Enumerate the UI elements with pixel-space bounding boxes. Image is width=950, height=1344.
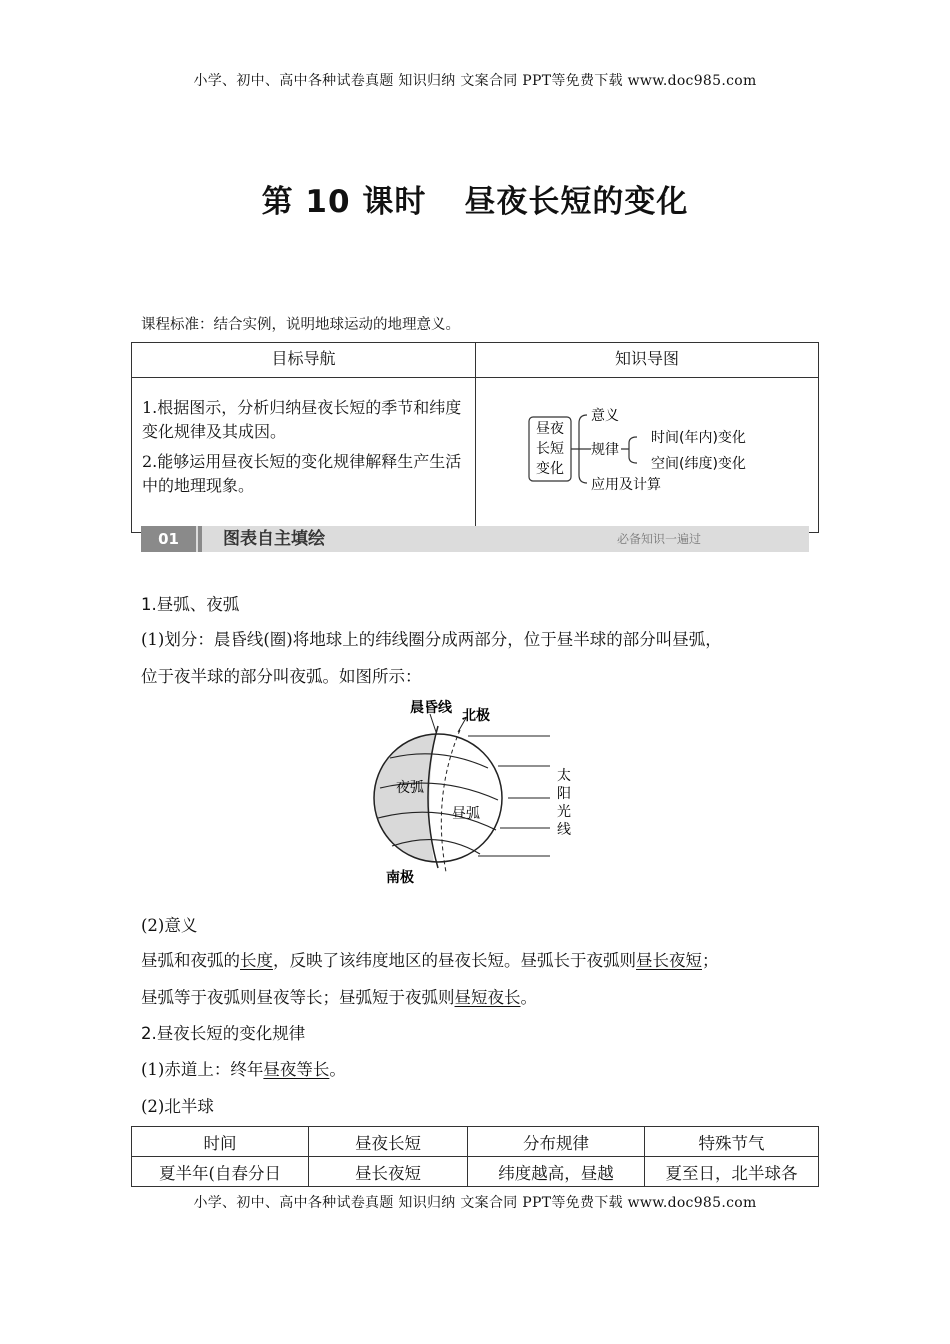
label-night-arc: 夜弧 xyxy=(396,780,424,796)
table-cell: 夏半年(自春分日 xyxy=(132,1157,309,1187)
heading-day-night-arc: 1.昼弧、夜弧 xyxy=(141,595,240,614)
goal-table xyxy=(131,342,819,533)
night-hemisphere xyxy=(370,716,440,886)
answer-blank: 昼长夜短 xyxy=(636,951,702,970)
sun-rays xyxy=(468,736,550,856)
table-header-cell: 特殊节气 xyxy=(645,1127,819,1157)
section-name: 图表自主填绘 xyxy=(223,529,325,549)
table-cell: 昼长夜短 xyxy=(309,1157,468,1187)
heading-northern-hemisphere: (2)北半球 xyxy=(141,1097,214,1116)
table-row xyxy=(132,1157,819,1187)
mindmap-sub-branch: 时间(年内)变化 xyxy=(651,430,746,446)
page-footer: 小学、初中、高中各种试卷真题 知识归纳 文案合同 PPT等免费下载 www.doc985.com xyxy=(193,1195,757,1211)
section-note: 必备知识一遍过 xyxy=(617,532,702,546)
northern-hemisphere-table xyxy=(131,1126,819,1187)
answer-blank: 长度 xyxy=(240,951,273,970)
answer-blank: 昼短夜长 xyxy=(454,988,521,1007)
paragraph-equator: (1)赤道上：终年昼夜等长。 xyxy=(141,1060,346,1079)
section-divider xyxy=(198,526,202,552)
goal-item: 2.能够运用昼夜长短的变化规律解释生产生活中的地理现象。 xyxy=(142,452,462,495)
label-sunlight: 光 xyxy=(557,804,571,820)
table-header-cell: 分布规律 xyxy=(468,1127,645,1157)
earth-axis xyxy=(441,730,460,872)
table-header-cell: 时间 xyxy=(132,1127,309,1157)
mindmap-branch: 规律 xyxy=(591,442,619,458)
day-night-arc-figure xyxy=(370,696,580,888)
answer-blank: 昼夜等长 xyxy=(263,1060,330,1079)
page-title xyxy=(0,176,950,221)
mindmap xyxy=(477,379,817,527)
goal-list xyxy=(132,378,476,533)
label-sunlight: 线 xyxy=(557,822,571,838)
mindmap-brace xyxy=(571,415,591,483)
heading-variation-rules: 2.昼夜长短的变化规律 xyxy=(141,1024,306,1043)
mindmap-root-line: 昼夜 xyxy=(536,421,564,437)
label-south-pole: 南极 xyxy=(386,870,414,886)
mindmap-branch: 意义 xyxy=(591,408,619,424)
course-standard: 课程标准：结合实例，说明地球运动的地理意义。 xyxy=(141,317,460,333)
table-header-cell: 昼夜长短 xyxy=(309,1127,468,1157)
paragraph-division: (1)划分：晨昏线(圈)将地球上的纬线圈分成两部分，位于昼半球的部分叫昼弧， xyxy=(141,630,722,649)
table-cell: 纬度越高，昼越 xyxy=(468,1157,645,1187)
paragraph-meaning-line1: 昼弧和夜弧的长度，反映了该纬度地区的昼夜长短。昼弧长于夜弧则昼长夜短； xyxy=(141,951,719,970)
mindmap-branch: 应用及计算 xyxy=(591,477,661,493)
lesson-topic: 昼夜长短的变化 xyxy=(464,184,689,220)
label-sunlight: 阳 xyxy=(557,786,571,802)
goal-header: 目标导航 xyxy=(132,343,476,378)
mindmap-sub-brace xyxy=(621,437,637,463)
mindmap-header: 知识导图 xyxy=(476,343,819,378)
page-header: 小学、初中、高中各种试卷真题 知识归纳 文案合同 PPT等免费下载 www.doc985.com xyxy=(193,73,757,89)
goal-item: 1.根据图示，分析归纳昼夜长短的季节和纬度变化规律及其成因。 xyxy=(142,398,462,441)
section-band xyxy=(141,526,809,552)
section-number: 01 xyxy=(141,526,196,552)
label-day-arc: 昼弧 xyxy=(452,806,480,822)
table-header-row xyxy=(132,1127,819,1157)
table-cell: 夏至日，北半球各 xyxy=(645,1157,819,1187)
heading-meaning: (2)意义 xyxy=(141,916,198,935)
mindmap-sub-branch: 空间(纬度)变化 xyxy=(651,456,746,472)
lesson-number: 第 10 课时 xyxy=(261,184,427,220)
paragraph-division-cont: 位于夜半球的部分叫夜弧。如图所示： xyxy=(141,667,422,686)
label-sunlight: 太 xyxy=(557,768,571,784)
label-terminator: 晨昏线 xyxy=(410,700,452,716)
mindmap-root-line: 变化 xyxy=(536,461,564,477)
terminator-pointer xyxy=(430,714,436,732)
mindmap-cell xyxy=(476,378,819,533)
label-north-pole: 北极 xyxy=(462,708,490,724)
paragraph-meaning-line2: 昼弧等于夜弧则昼夜等长；昼弧短于夜弧则昼短夜长。 xyxy=(141,988,537,1007)
mindmap-root-line: 长短 xyxy=(536,441,564,457)
